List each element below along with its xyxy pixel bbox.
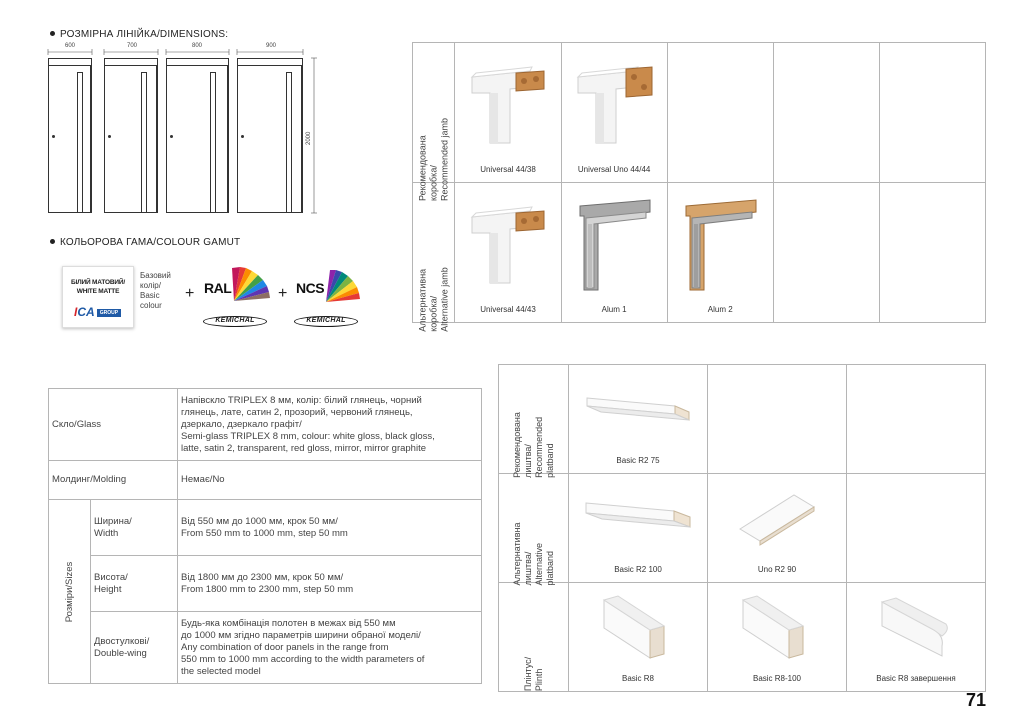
spec-table [48,388,482,684]
jamb-cell-empty [879,183,985,323]
jamb-caption: Alum 2 [707,305,733,314]
ica-group-logo: ICA GROUP [74,305,121,319]
table-row [499,583,986,692]
plinth-caption: Basic R8-100 [752,674,802,683]
table-row [499,365,986,474]
table-row [49,500,482,556]
dim-width-700: 700 [126,43,137,49]
jamb-cell-empty [773,183,879,323]
plinth-caption: Basic R8 завершення [876,674,956,683]
table-row [49,461,482,500]
plinth-caption: Basic R8 [621,674,654,683]
width-value-cell: Від 550 мм до 1000 мм, крок 50 мм/ From 550 mm to 1000 mm, step 50 mm [178,500,482,556]
jamb-caption: Universal 44/43 [480,305,536,314]
jamb-cell [455,183,561,323]
white-matte-label-ua: БІЛИЙ МАТОВИЙ/ [71,279,125,286]
jamb-cell [561,183,667,323]
door-900-frame [237,58,303,213]
plinth-cell [708,583,847,692]
glass-label-cell [49,389,178,461]
jamb-universal-uno-44-44-image [572,63,656,145]
plinth-cell [569,583,708,692]
table-row [49,556,482,612]
plus-icon: + [185,285,195,302]
platband-basic-r2-100-image [582,497,694,541]
table-row [499,474,986,583]
jamb-cell [455,43,561,183]
kemichal-logo-ncs: KEMICHAL [294,316,358,327]
platband-table [498,364,986,692]
basic-colour-label: Базовий колір/ Basic colour [140,271,171,310]
platband-basic-r2-75-image [583,390,693,430]
jamb-alum-1-image [572,196,656,292]
door-800-frame [166,58,229,213]
platband-caption: Basic R2 75 [616,456,660,465]
row-header-alternative-platband: Альтернативна лиштва/ Alternative platband [499,474,569,583]
door-handle-icon [108,135,111,138]
glass-value-cell: Напівскло TRIPLEX 8 мм, колір: білий глянець, чорний глянець, лате, сатин 2, прозорий, червоний глянець, дзеркало, дзеркало графіт/ Semi-glass TRIPLEX 8 mm, colour: white gloss, black gloss, latte, satin 2, transparent, red gloss, mirror, mirror graphite [178,389,482,461]
row-header-recommended-jamb: Рекомендована коробка/ Recommended jamb [413,43,455,183]
jamb-caption: Universal Uno 44/44 [577,165,651,174]
platband-cell-empty [847,365,986,474]
table-row [413,43,986,183]
colour-title-text: КОЛЬОРОВА ГАМА/COLOUR GAMUT [60,237,241,248]
jamb-table [412,42,986,332]
jamb-alum-2-image [678,196,762,292]
dimensions-title-text: РОЗМІРНА ЛІНІЙКА/DIMENSIONS: [60,29,229,40]
dim-width-800: 800 [191,43,202,49]
height-label-cell: Висота/ Height [91,556,178,612]
dim-width-600: 600 [64,43,75,49]
jamb-cell [667,183,773,323]
page-number: 71 [965,690,986,710]
molding-value: Немає/No [181,474,225,485]
ncs-colour-fan-icon [322,266,362,306]
jamb-caption: Universal 44/38 [480,165,536,174]
door-600-frame [48,58,92,213]
table-row [413,183,986,323]
plinth-basic-r8-end-image [876,596,956,660]
jamb-cell-empty [667,43,773,183]
door-700-frame [104,58,158,213]
platband-caption: Basic R2 100 [614,565,662,574]
platband-cell-empty [847,474,986,583]
white-matte-swatch [62,266,134,328]
row-header-recommended-platband: Рекомендована лиштва/ Recommended platband [499,365,569,474]
width-label-cell: Ширина/ Width [91,500,178,556]
ncs-label: NCS [296,280,325,296]
ral-colour-fan-icon [228,265,270,307]
jamb-universal-44-38-image [466,63,550,145]
molding-label: Молдинг/Molding [52,474,127,485]
plinth-basic-r8-image [598,594,678,662]
dim-height-2000: 2000 [306,131,312,145]
row-header-plinth: Плінтус/ Plinth [499,583,569,692]
double-wing-label-cell: Двостулкові/ Double-wing [91,612,178,684]
height-value-cell: Від 1800 мм до 2300 мм, крок 50 мм/ From 1800 mm to 2300 mm, step 50 mm [178,556,482,612]
jamb-caption: Alum 1 [601,305,627,314]
bullet-icon [50,239,55,244]
jamb-cell [561,43,667,183]
jamb-cell-empty [773,43,879,183]
plinth-basic-r8-100-image [737,594,817,662]
dim-width-900: 900 [265,43,276,49]
jamb-cell-empty [879,43,985,183]
jamb-universal-44-43-image [466,203,550,285]
molding-label-cell [49,461,178,500]
table-row [49,389,482,461]
white-matte-label-en: WHITE MATTE [76,288,120,295]
sizes-label-cell [49,500,91,684]
door-handle-icon [241,135,244,138]
platband-caption: Uno R2 90 [757,565,797,574]
platband-cell [569,365,708,474]
kemichal-logo-ral: KEMICHAL [203,316,267,327]
door-handle-icon [170,135,173,138]
sizes-label: Розміри/Sizes [63,561,75,622]
platband-cell [569,474,708,583]
colour-title [50,237,240,248]
glass-label: Скло/Glass [52,418,101,430]
platband-uno-r2-90-image [732,489,822,549]
plus-icon: + [278,285,288,302]
platband-cell [708,474,847,583]
platband-cell-empty [708,365,847,474]
row-header-alternative-jamb: Альтернативна коробка/ Alternative jamb [413,183,455,323]
double-wing-value-cell: Будь-яка комбінація полотен в межах від 550 мм до 1000 мм згідно параметрів ширини обраної моделі/ Any combination of door panels in the range from 550 mm to 1000 mm according to the width parameters of the selected model [178,612,482,684]
ral-label: RAL [204,280,232,296]
table-row [49,612,482,684]
door-handle-icon [52,135,55,138]
plinth-cell [847,583,986,692]
molding-value-cell [178,461,482,500]
